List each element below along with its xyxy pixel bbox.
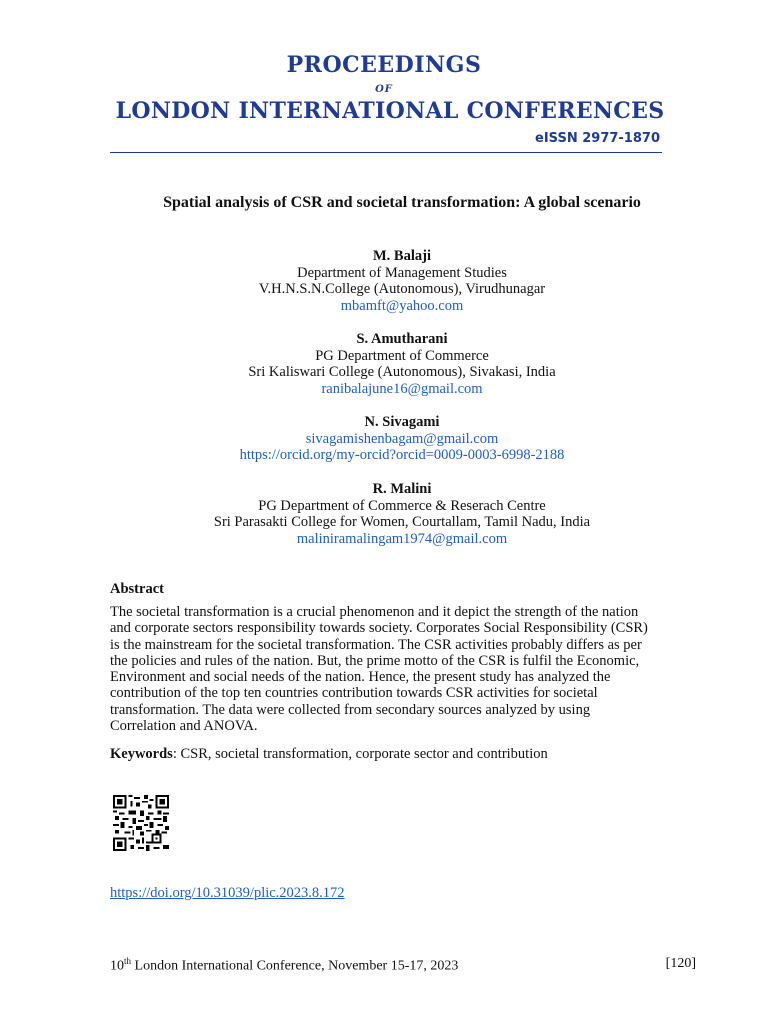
keywords-label: Keywords <box>110 746 173 762</box>
author-block <box>0 331 768 398</box>
abstract-line: The societal transformation is a crucial phenomenon and it depict the strength of the nation <box>110 604 639 620</box>
author-name: R. Malini <box>372 481 432 497</box>
author-email-link[interactable]: ranibalajune16@gmail.com <box>321 381 483 398</box>
author-block <box>0 248 768 315</box>
author-orcid-link[interactable]: https://orcid.org/my-orcid?orcid=0009-0003-6998-2188 <box>239 447 565 464</box>
of-label: OF <box>375 84 393 95</box>
header-divider <box>110 152 662 153</box>
abstract-line: the policies and rules of the nation. But, the prime motto of the CSR is fulfil the Economic, <box>110 652 640 669</box>
footer-edition: 10 <box>110 958 124 974</box>
author-institution: V.H.N.S.N.College (Autonomous), Virudhunagar <box>258 281 546 298</box>
doi-link[interactable]: https://doi.org/10.31039/plic.2023.8.172 <box>110 885 345 901</box>
abstract-body <box>110 604 678 734</box>
abstract-heading: Abstract <box>110 581 164 597</box>
author-institution: Sri Kaliswari College (Autonomous), Sivakasi, India <box>248 364 556 381</box>
author-institution: Sri Parasakti College for Women, Courtallam, Tamil Nadu, India <box>213 514 591 531</box>
footer-event: London International Conference, November 15-17, 2023 <box>131 958 459 974</box>
abstract-line: contribution of the top ten countries contribution towards CSR activities for societal <box>110 685 598 702</box>
author-email-link[interactable]: sivagamishenbagam@gmail.com <box>305 430 499 447</box>
footer-conference <box>110 956 458 975</box>
footer-edition-suffix: th <box>124 956 132 966</box>
conference-name: LONDON INTERNATIONAL CONFERENCES <box>115 98 665 124</box>
abstract-line: transformation. The data were collected from secondary sources analyzed by using <box>110 701 591 718</box>
author-block <box>0 481 768 548</box>
keywords <box>110 746 690 763</box>
page-number: [120] <box>665 956 696 971</box>
proceedings-title: PROCEEDINGS <box>286 52 482 78</box>
keywords-text: : CSR, societal transformation, corporate sector and contribution <box>172 746 548 762</box>
author-department: PG Department of Commerce & Reserach Centre <box>258 497 546 514</box>
author-email-link[interactable]: maliniramalingam1974@gmail.com <box>296 531 508 548</box>
abstract-line: is the mainstream for the societal transformation. The CSR activities probably differs as per <box>110 636 642 653</box>
abstract-line: and corporate sectors responsibility towards society. Corporates Social Responsibility (CSR) <box>110 620 648 637</box>
eissn-label: eISSN 2977-1870 <box>535 131 660 146</box>
author-name: N. Sivagami <box>364 414 440 430</box>
author-name: M. Balaji <box>373 248 431 264</box>
author-block <box>0 414 768 464</box>
author-email-link[interactable]: mbamft@yahoo.com <box>340 298 464 315</box>
journal-header <box>0 0 768 160</box>
abstract-line: Environment and social needs of the nation. Hence, the present study has analyzed the <box>110 669 611 686</box>
qr-code-icon <box>110 795 172 851</box>
abstract-line: Correlation and ANOVA. <box>110 718 258 735</box>
paper-title: Spatial analysis of CSR and societal transformation: A global scenario <box>163 194 641 211</box>
author-department: PG Department of Commerce <box>315 347 489 364</box>
author-name: S. Amutharani <box>356 331 448 347</box>
author-department: Department of Management Studies <box>297 264 507 281</box>
